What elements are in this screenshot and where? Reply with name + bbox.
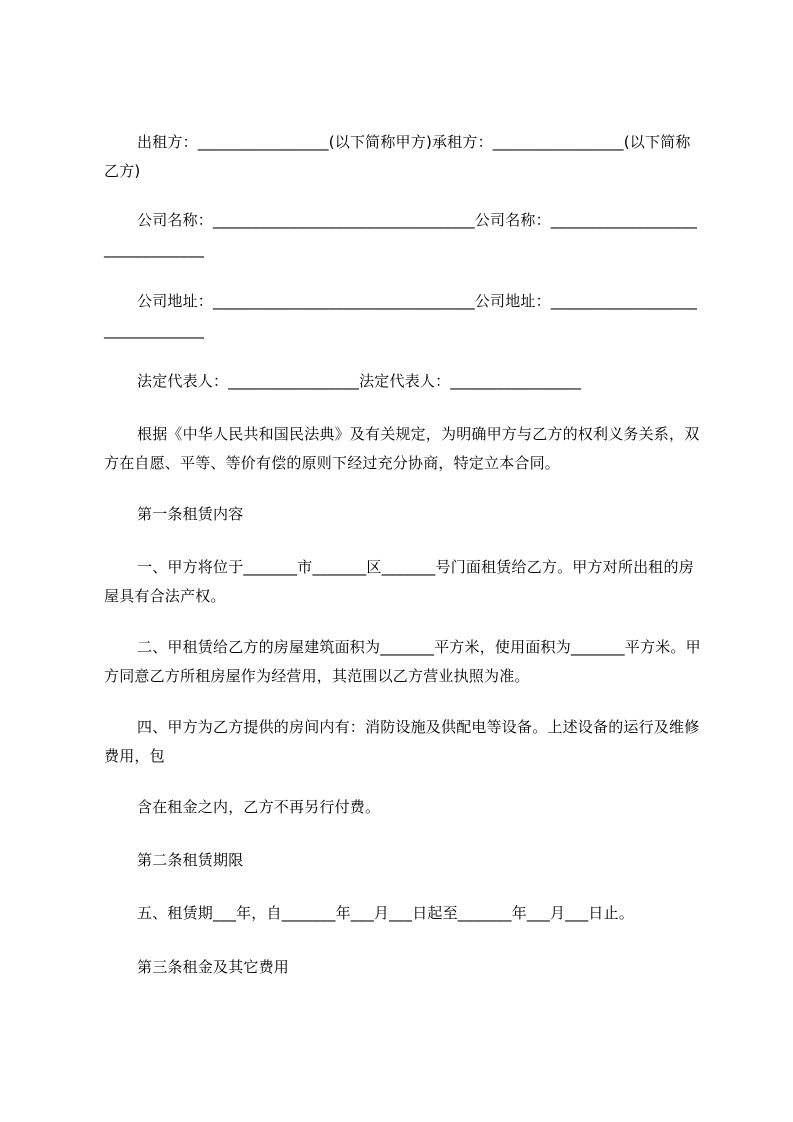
company-address-paragraph: 公司地址：__________________________________公司地址：________________________________: [104, 292, 698, 339]
clause-4-continuation: 含在租金之内，乙方不再另行付费。: [137, 798, 381, 816]
clause-5-paragraph: 五、租赁期___年，自_______年___月___日起至_______年___月___日止。: [137, 904, 634, 922]
article-2-heading: 第二条租赁期限: [137, 851, 244, 869]
parties-paragraph: 出租方：_________________(以下简称甲方)承租方：_________________(以下简称乙方): [104, 133, 691, 180]
legal-representative-paragraph: 法定代表人：_________________法定代表人：_________________: [137, 372, 582, 390]
clause-2-paragraph: 二、甲租赁给乙方的房屋建筑面积为_______平方米，使用面积为_______平方米。甲方同意乙方所租房屋作为经营用，其范围以乙方营业执照为准。: [104, 638, 701, 685]
clause-1-paragraph: 一、甲方将位于_______市_______区_______号门面租赁给乙方。甲方对所出租的房屋具有合法产权。: [104, 558, 694, 605]
clause-4-paragraph: 四、甲方为乙方提供的房间内有：消防设施及供配电等设备。上述设备的运行及维修费用，包: [104, 718, 700, 765]
article-1-heading: 第一条租赁内容: [137, 505, 244, 523]
article-3-heading: 第三条租金及其它费用: [137, 958, 290, 976]
company-name-paragraph: 公司名称：__________________________________公司名称：________________________________: [104, 211, 698, 258]
preamble-paragraph: 根据《中华人民共和国民法典》及有关规定，为明确甲方与乙方的权利义务关系，双方在自愿、平等、等价有偿的原则下经过充分协商，特定立本合同。: [104, 425, 700, 472]
